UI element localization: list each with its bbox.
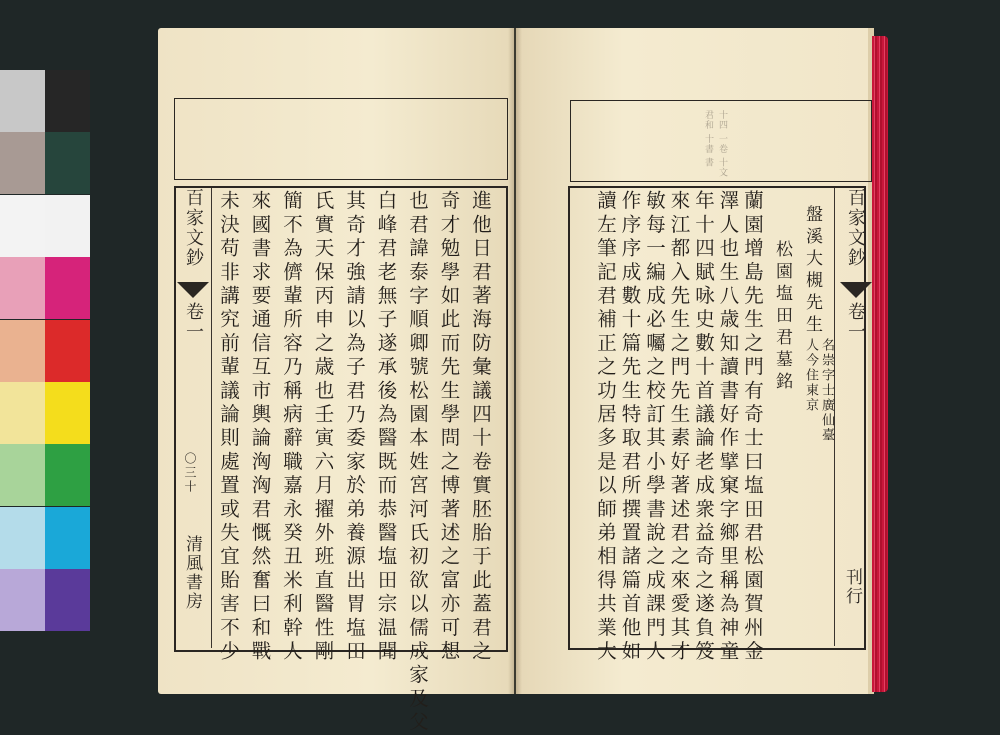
calibration-swatch: [0, 70, 45, 132]
text-column: 其奇才強請以為子君乃委家於弟養源出胃塩田: [343, 190, 366, 664]
text-column: 蘭園增島先生之門有奇士曰塩田君松園賀州金: [741, 190, 764, 664]
text-column: 奇才勉學如此而先生學問之博著述之富亦可想: [437, 190, 461, 664]
text-column: 讀左筆記君補正之功居多是以師弟相得共業大: [594, 190, 617, 664]
text-column: 來國書求要通信互市輿論洶洶君慨然奮曰和戰: [248, 190, 272, 664]
show-through-text: 君和 十書 書: [703, 110, 713, 168]
calibration-swatch: [0, 195, 45, 257]
calibration-swatch: [45, 507, 90, 569]
calibration-swatch: [0, 132, 45, 194]
text-column: 白峰君老無子遂承後為醫既而恭醫塩田宗温聞: [374, 190, 398, 664]
book-gutter: [508, 28, 522, 694]
calibration-swatch: [45, 320, 90, 382]
calibration-swatch: [45, 569, 90, 631]
right-chapter: 卷一: [845, 302, 866, 342]
left-chapter: 卷一: [183, 302, 204, 342]
left-folio: 〇三十: [183, 452, 197, 494]
calibration-swatch: [0, 320, 45, 382]
red-page-edge: [872, 36, 888, 692]
text-column: 澤人也生八歳知讀書好作擘窠字鄉里稱為神童: [716, 190, 740, 664]
calibration-swatch: [0, 444, 45, 506]
author-line: 盤溪大槻先生: [802, 205, 822, 337]
calibration-swatch: [45, 132, 90, 194]
text-column: 作序序成數十篇先生特取君所撰置諸篇首他如: [618, 190, 642, 664]
color-calibration-chart: [0, 70, 90, 632]
calibration-swatch: [45, 195, 90, 257]
author-note-2: 人今住東京: [803, 338, 818, 413]
calibration-swatch: [0, 569, 45, 631]
text-column: 年十四賦咏史數十首議論老成衆益奇之遂負笈: [692, 190, 715, 664]
right-fish-tail-mark: [840, 282, 872, 298]
calibration-swatch: [45, 70, 90, 132]
show-through-text: 十四 一卷 十文: [717, 110, 727, 178]
calibration-swatch: [0, 257, 45, 319]
text-column: 來江都入先生之門先生素好著述君之來愛其才: [667, 190, 691, 664]
left-publisher: 清風書房: [182, 535, 202, 611]
right-running-head: 百家文鈔: [845, 188, 866, 268]
calibration-swatch: [45, 444, 90, 506]
calibration-swatch: [0, 507, 45, 569]
right-imprint: 刊行: [842, 568, 862, 606]
left-header-box: [174, 98, 508, 180]
text-column: 進他日君著海防彙議四十卷實胚胎于此蓋君之: [469, 190, 492, 664]
epitaph-title: 松園塩田君墓銘: [772, 240, 792, 394]
text-column: 簡不為儕輩所容乃稱病辭職嘉永癸丑米利幹人: [280, 190, 303, 664]
calibration-swatch: [45, 257, 90, 319]
text-column: 敏每一編成必囑之校訂其小學書說之成課門人: [643, 190, 666, 664]
author-note-1: 名崇字士廣仙臺: [819, 338, 834, 443]
left-fish-tail-mark: [177, 282, 209, 298]
text-column: 未決苟非講究前輩議論則處置或失宜貽害不少: [217, 190, 240, 664]
right-fish-tail-rule: [834, 188, 835, 646]
left-running-head: 百家文鈔: [183, 188, 204, 268]
calibration-swatch: [45, 382, 90, 444]
text-column: 也君諱泰字順卿號松園本姓宮河氏初欲以儒成家及父: [406, 190, 429, 735]
text-column: 氏實天保丙申之歳也壬寅六月擢外班直醫性剛: [311, 190, 335, 664]
calibration-swatch: [0, 382, 45, 444]
